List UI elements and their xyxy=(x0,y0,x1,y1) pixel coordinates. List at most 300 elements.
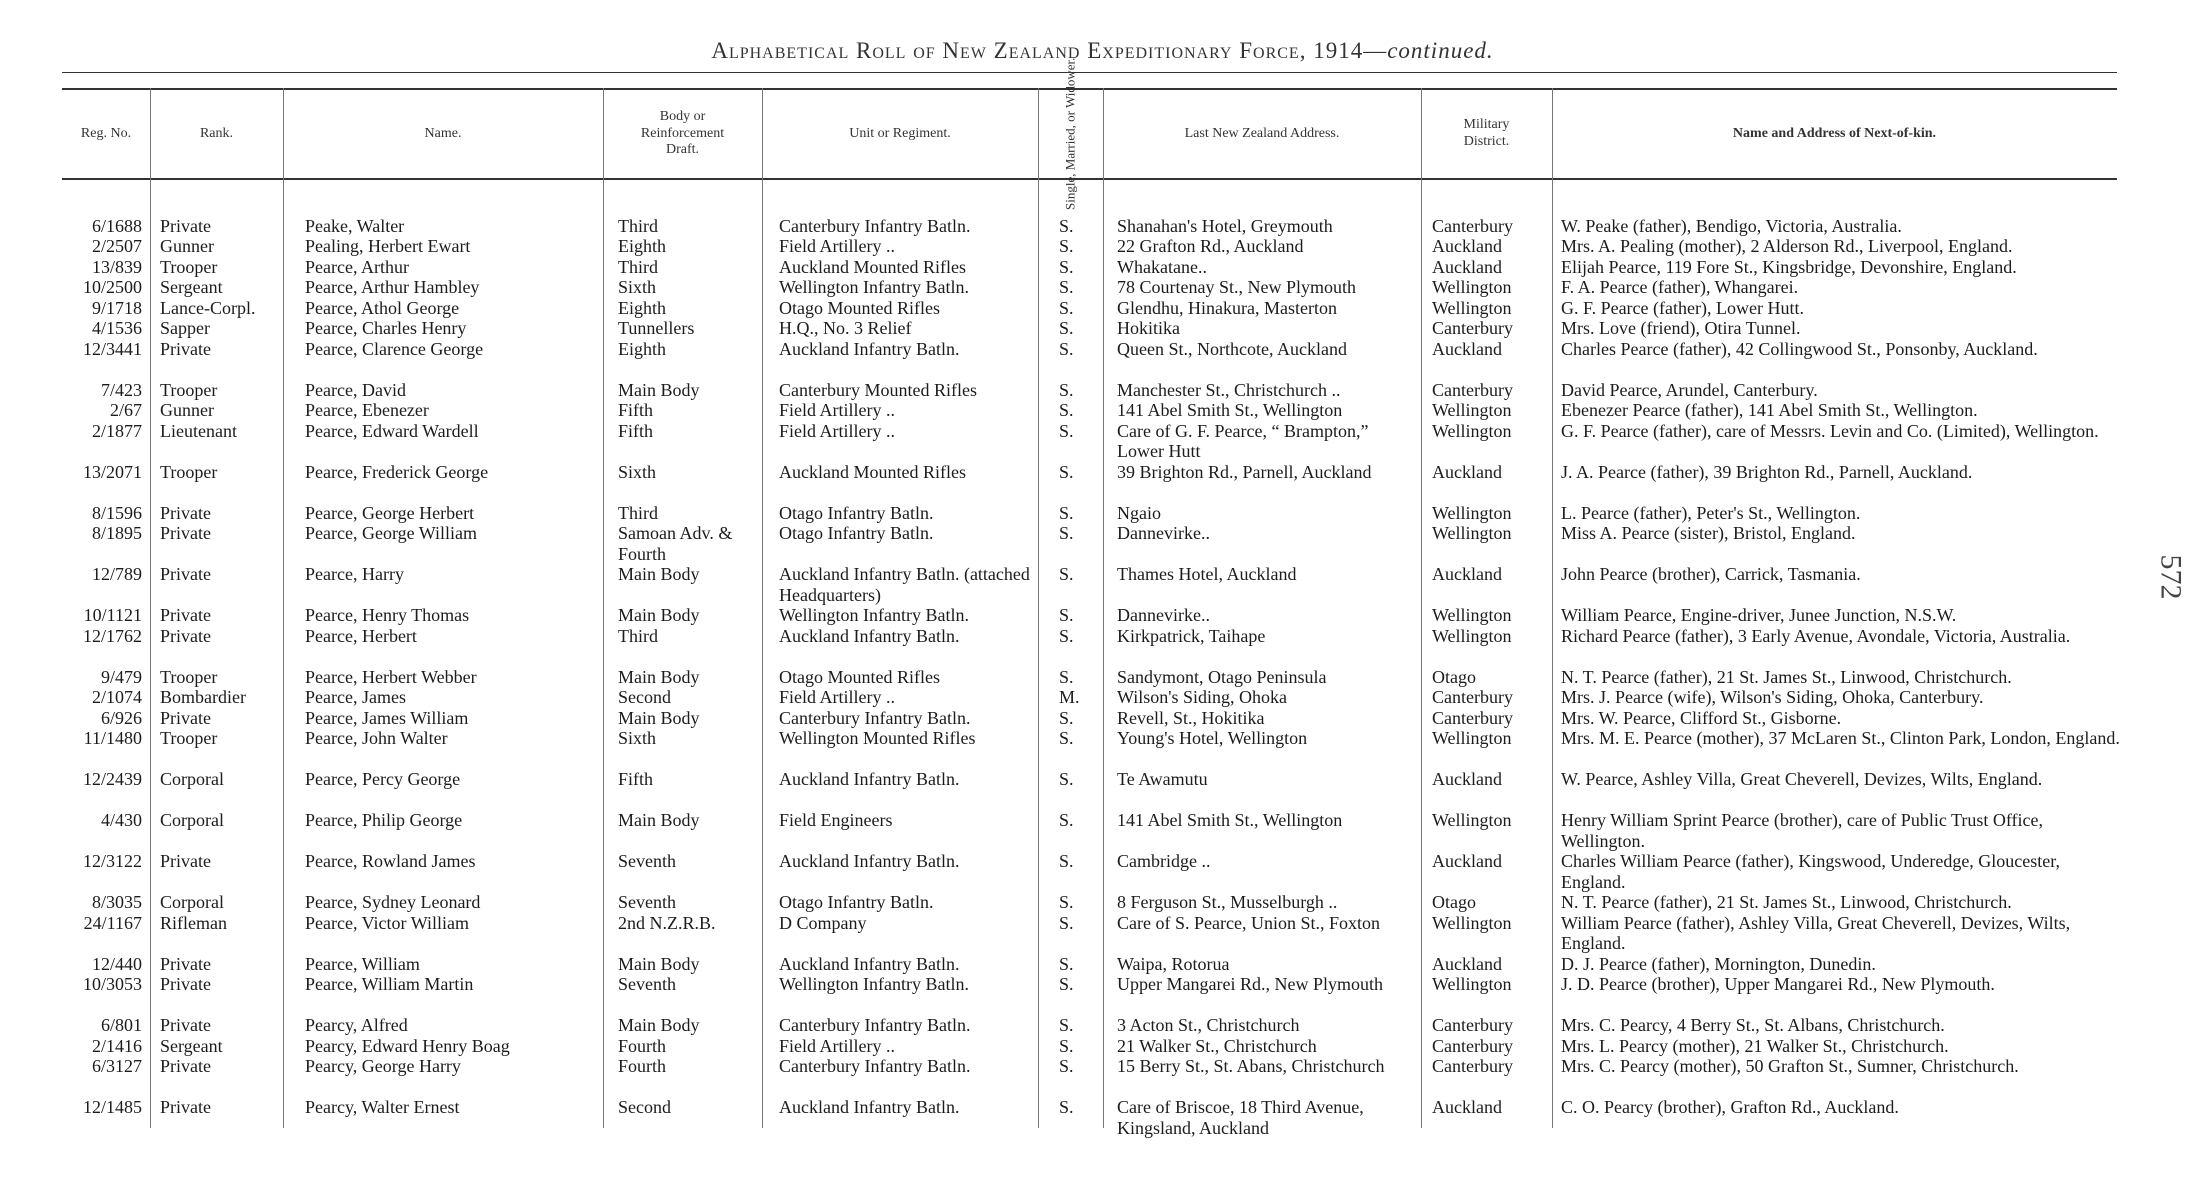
cell-sm: S. xyxy=(1059,379,1074,400)
cell-rank: Private xyxy=(160,215,211,236)
cell-name: Pearce, Frederick George xyxy=(305,461,489,482)
top-rule xyxy=(62,72,2117,73)
cell-dist: Canterbury xyxy=(1432,379,1513,400)
cell-dist: Auckland xyxy=(1432,256,1502,277)
cell-name: Pearce, Arthur Hambley xyxy=(305,277,480,297)
cell-sm: S. xyxy=(1059,1056,1074,1076)
cell-kin: Ebenezer Pearce (father), 141 Abel Smith St., Wellington. xyxy=(1561,400,1978,420)
cell-unit: Auckland Mounted Rifles xyxy=(779,256,966,277)
cell-reg: 2/1416 xyxy=(91,1035,142,1056)
cell-name: Pearce, Harry xyxy=(305,564,404,584)
cell-sm: S. xyxy=(1059,769,1074,789)
cell-name: Pearce, Clarence George xyxy=(305,338,484,359)
cell-dist: Auckland xyxy=(1432,769,1502,789)
header-body: Body or Reinforcement Draft. xyxy=(640,108,725,158)
cell-kin: Mrs. W. Pearce, Clifford St., Gisborne. xyxy=(1561,707,1842,728)
cell-reg: 8/1596 xyxy=(91,502,142,523)
cell-dist: Wellington xyxy=(1432,420,1512,441)
cell-reg: 12/789 xyxy=(91,564,142,584)
cell-rank: Gunner xyxy=(160,400,214,420)
cell-unit: Field Engineers xyxy=(779,810,893,830)
cell-dist: Canterbury xyxy=(1432,1015,1513,1035)
cell-rank: Trooper xyxy=(160,728,218,748)
cell-dist: Wellington xyxy=(1432,400,1512,420)
cell-reg: 11/1480 xyxy=(83,728,142,748)
cell-dist: Auckland xyxy=(1432,1097,1502,1117)
cell-kin: Mrs. A. Pealing (mother), 2 Alderson Rd., Liverpool, England. xyxy=(1561,236,2013,256)
cell-reg: 6/3127 xyxy=(91,1056,142,1076)
cell-rank: Private xyxy=(160,605,211,625)
cell-unit: Otago Mounted Rifles xyxy=(779,666,940,687)
cell-unit: Canterbury Infantry Batln. xyxy=(779,707,971,728)
cell-name: Pearce, John Walter xyxy=(305,728,448,748)
cell-body: Eighth xyxy=(618,338,666,359)
cell-reg: 12/1485 xyxy=(82,1097,142,1117)
cell-addr: 15 Berry St., St. Abans, Christchurch xyxy=(1117,1056,1385,1076)
cell-body: Main Body xyxy=(618,1015,700,1035)
page-title: Alphabetical Roll of New Zealand Expeditionary Force, 1914—continued. xyxy=(711,38,1494,63)
cell-reg: 13/839 xyxy=(91,256,142,277)
cell-sm: S. xyxy=(1059,707,1074,728)
cell-kin: Mrs. C. Pearcy (mother), 50 Grafton St., Sumner, Christchurch. xyxy=(1561,1056,2019,1076)
cell-sm: S. xyxy=(1059,810,1074,830)
column-divider xyxy=(603,88,604,1128)
cell-body: Main Body xyxy=(618,810,700,830)
column-divider xyxy=(1038,88,1039,1128)
cell-reg: 7/423 xyxy=(100,379,142,400)
cell-reg: 10/3053 xyxy=(82,974,142,994)
cell-unit: Otago Mounted Rifles xyxy=(779,297,940,318)
cell-dist: Wellington xyxy=(1432,523,1512,543)
cell-addr: Manchester St., Christchurch .. xyxy=(1117,379,1341,400)
cell-body: Second xyxy=(618,687,671,707)
header-single-text: Single, Married, or Widower. xyxy=(1062,57,1078,211)
header-name: Name. xyxy=(424,125,462,141)
cell-addr: Queen St., Northcote, Auckland xyxy=(1117,338,1347,359)
cell-body: Third xyxy=(618,215,658,236)
cell-rank: Private xyxy=(160,338,211,359)
cell-name: Pearcy, Edward Henry Boag xyxy=(305,1035,510,1056)
cell-kin: Henry William Sprint Pearce (brother), care of Public Trust Office, Wellington. xyxy=(1561,810,2043,851)
cell-body: Seventh xyxy=(618,851,676,871)
cell-kin: Charles Pearce (father), 42 Collingwood St., Ponsonby, Auckland. xyxy=(1561,338,2038,359)
cell-addr: 141 Abel Smith St., Wellington xyxy=(1117,810,1343,830)
cell-unit: Wellington Infantry Batln. xyxy=(779,605,970,625)
cell-rank: Corporal xyxy=(160,769,224,789)
cell-body: Main Body xyxy=(618,379,700,400)
cell-addr: 8 Ferguson St., Musselburgh .. xyxy=(1117,892,1338,912)
cell-unit: Auckland Infantry Batln. xyxy=(779,625,960,646)
cell-kin: D. J. Pearce (father), Mornington, Dunedin. xyxy=(1561,953,1876,974)
cell-unit: Otago Infantry Batln. xyxy=(779,523,934,543)
cell-rank: Bombardier xyxy=(160,687,246,707)
header-kin: Name and Address of Next-of-kin. xyxy=(1732,125,1937,141)
cell-unit: Wellington Infantry Batln. xyxy=(779,277,970,297)
cell-unit: Field Artillery .. xyxy=(779,236,895,256)
cell-reg: 9/1718 xyxy=(91,297,142,318)
cell-reg: 12/2439 xyxy=(82,769,142,789)
cell-body: Third xyxy=(618,256,658,277)
cell-body: Main Body xyxy=(618,953,700,974)
cell-sm: S. xyxy=(1059,256,1074,277)
cell-addr: Dannevirke.. xyxy=(1117,523,1210,543)
cell-rank: Private xyxy=(160,707,211,728)
cell-addr: Kirkpatrick, Taihape xyxy=(1117,625,1266,646)
cell-rank: Private xyxy=(160,851,211,871)
cell-kin: William Pearce (father), Ashley Villa, Great Cheverell, Devizes, Wilts, England. xyxy=(1561,912,2071,953)
cell-name: Pearce, James William xyxy=(305,707,469,728)
cell-body: 2nd N.Z.R.B. xyxy=(618,912,716,933)
cell-reg: 12/3441 xyxy=(82,338,142,359)
cell-reg: 13/2071 xyxy=(82,461,142,482)
cell-unit: Wellington Infantry Batln. xyxy=(779,974,970,994)
cell-kin: Elijah Pearce, 119 Fore St., Kingsbridge, Devonshire, England. xyxy=(1561,256,2017,277)
cell-unit: Auckland Infantry Batln. (attached Headquarters) xyxy=(779,564,1030,605)
cell-kin: Mrs. L. Pearcy (mother), 21 Walker St., Christchurch. xyxy=(1561,1035,1949,1056)
cell-body: Seventh xyxy=(618,974,676,994)
cell-unit: Auckland Infantry Batln. xyxy=(779,851,960,871)
cell-name: Peake, Walter xyxy=(305,215,405,236)
cell-addr: Hokitika xyxy=(1117,318,1180,338)
cell-unit: Otago Infantry Batln. xyxy=(779,892,934,912)
cell-sm: S. xyxy=(1059,728,1074,748)
cell-kin: Miss A. Pearce (sister), Bristol, England. xyxy=(1561,523,1856,543)
cell-dist: Auckland xyxy=(1432,953,1502,974)
cell-kin: Charles William Pearce (father), Kingswood, Underedge, Gloucester, England. xyxy=(1561,851,2061,892)
cell-sm: M. xyxy=(1059,687,1080,707)
cell-unit: Auckland Infantry Batln. xyxy=(779,338,960,359)
cell-addr: Shanahan's Hotel, Greymouth xyxy=(1117,215,1333,236)
cell-unit: Canterbury Mounted Rifles xyxy=(779,379,977,400)
cell-name: Pearce, Henry Thomas xyxy=(305,605,470,625)
cell-body: Sixth xyxy=(618,728,657,748)
cell-kin: C. O. Pearcy (brother), Grafton Rd., Auckland. xyxy=(1561,1097,1899,1117)
cell-addr: Upper Mangarei Rd., New Plymouth xyxy=(1117,974,1383,994)
cell-reg: 4/1536 xyxy=(91,318,142,338)
cell-name: Pearce, George Herbert xyxy=(305,502,475,523)
cell-addr: Ngaio xyxy=(1117,502,1161,523)
column-divider xyxy=(283,88,284,1128)
cell-rank: Trooper xyxy=(160,461,218,482)
cell-addr: Young's Hotel, Wellington xyxy=(1117,728,1308,748)
cell-reg: 12/440 xyxy=(91,953,142,974)
header-single xyxy=(1038,57,1103,211)
cell-kin: Mrs. J. Pearce (wife), Wilson's Siding, Ohoka, Canterbury. xyxy=(1561,687,1984,707)
cell-rank: Private xyxy=(160,564,211,584)
cell-addr: 22 Grafton Rd., Auckland xyxy=(1117,236,1304,256)
cell-unit: Auckland Infantry Batln. xyxy=(779,953,960,974)
cell-reg: 10/1121 xyxy=(83,605,142,625)
cell-sm: S. xyxy=(1059,953,1074,974)
cell-name: Pearce, Charles Henry xyxy=(305,318,467,338)
header-rank: Rank. xyxy=(199,125,234,141)
cell-name: Pearce, George William xyxy=(305,523,478,543)
cell-reg: 4/430 xyxy=(100,810,142,830)
cell-addr: Sandymont, Otago Peninsula xyxy=(1117,666,1327,687)
cell-kin: W. Pearce, Ashley Villa, Great Cheverell, Devizes, Wilts, England. xyxy=(1561,769,2043,789)
cell-name: Pearce, Athol George xyxy=(305,297,460,318)
cell-body: Main Body xyxy=(618,666,700,687)
cell-rank: Trooper xyxy=(160,379,218,400)
cell-dist: Auckland xyxy=(1432,564,1502,584)
cell-rank: Private xyxy=(160,1015,211,1035)
cell-dist: Auckland xyxy=(1432,338,1502,359)
cell-rank: Corporal xyxy=(160,892,224,912)
cell-addr: Glendhu, Hinakura, Masterton xyxy=(1117,297,1337,318)
cell-body: Fifth xyxy=(618,420,654,441)
cell-name: Pearce, Philip George xyxy=(305,810,463,830)
cell-kin: J. D. Pearce (brother), Upper Mangarei Rd., New Plymouth. xyxy=(1561,974,1995,994)
cell-unit: Canterbury Infantry Batln. xyxy=(779,1056,971,1076)
cell-sm: S. xyxy=(1059,215,1074,236)
cell-sm: S. xyxy=(1059,420,1074,441)
column-divider xyxy=(150,88,151,1128)
cell-dist: Canterbury xyxy=(1432,318,1513,338)
cell-name: Pealing, Herbert Ewart xyxy=(305,236,471,256)
cell-kin: N. T. Pearce (father), 21 St. James St., Linwood, Christchurch. xyxy=(1561,892,2012,912)
cell-rank: Private xyxy=(160,1056,211,1076)
cell-unit: Wellington Mounted Rifles xyxy=(779,728,976,748)
cell-dist: Canterbury xyxy=(1432,707,1513,728)
cell-dist: Canterbury xyxy=(1432,687,1513,707)
cell-dist: Otago xyxy=(1432,892,1476,912)
cell-name: Pearce, Rowland James xyxy=(305,851,476,871)
cell-sm: S. xyxy=(1059,892,1074,912)
cell-rank: Sergeant xyxy=(160,1035,223,1056)
cell-rank: Private xyxy=(160,1097,211,1117)
cell-name: Pearce, Ebenezer xyxy=(305,400,429,420)
column-divider xyxy=(1552,88,1553,1128)
cell-reg: 8/3035 xyxy=(91,892,142,912)
cell-sm: S. xyxy=(1059,523,1074,543)
cell-rank: Private xyxy=(160,953,211,974)
cell-sm: S. xyxy=(1059,666,1074,687)
cell-body: Third xyxy=(618,502,658,523)
cell-addr: Care of G. F. Pearce, “ Brampton,” Lower Hutt xyxy=(1117,420,1369,461)
cell-dist: Canterbury xyxy=(1432,1056,1513,1076)
cell-addr: Cambridge .. xyxy=(1117,851,1211,871)
header-unit: Unit or Regiment. xyxy=(849,125,951,141)
cell-kin: Mrs. C. Pearcy, 4 Berry St., St. Albans, Christchurch. xyxy=(1561,1015,1945,1035)
cell-body: Fifth xyxy=(618,769,654,789)
cell-body: Seventh xyxy=(618,892,676,912)
cell-kin: Richard Pearce (father), 3 Early Avenue, Avondale, Victoria, Australia. xyxy=(1561,625,2071,646)
cell-body: Main Body xyxy=(618,564,700,584)
cell-dist: Auckland xyxy=(1432,461,1502,482)
page-number: 572 xyxy=(2154,554,2188,600)
cell-unit: Auckland Infantry Batln. xyxy=(779,769,960,789)
cell-name: Pearce, Sydney Leonard xyxy=(305,892,481,912)
cell-addr: 3 Acton St., Christchurch xyxy=(1117,1015,1300,1035)
cell-dist: Wellington xyxy=(1432,502,1512,523)
cell-rank: Trooper xyxy=(160,256,218,277)
cell-reg: 6/926 xyxy=(100,707,142,728)
cell-dist: Wellington xyxy=(1432,974,1512,994)
cell-sm: S. xyxy=(1059,605,1074,625)
cell-rank: Private xyxy=(160,523,211,543)
cell-sm: S. xyxy=(1059,912,1074,933)
cell-unit: Field Artillery .. xyxy=(779,400,895,420)
cell-reg: 10/2500 xyxy=(82,277,142,297)
cell-rank: Trooper xyxy=(160,666,218,687)
cell-name: Pearce, Victor William xyxy=(305,912,469,933)
cell-reg: 2/67 xyxy=(109,400,142,420)
cell-sm: S. xyxy=(1059,400,1074,420)
cell-body: Fifth xyxy=(618,400,654,420)
cell-dist: Wellington xyxy=(1432,810,1512,830)
cell-sm: S. xyxy=(1059,1015,1074,1035)
cell-unit: Canterbury Infantry Batln. xyxy=(779,215,971,236)
cell-name: Pearce, Arthur xyxy=(305,256,409,277)
cell-kin: F. A. Pearce (father), Whangarei. xyxy=(1561,277,1799,297)
header-address: Last New Zealand Address. xyxy=(1184,125,1340,141)
cell-body: Eighth xyxy=(618,297,666,318)
cell-sm: S. xyxy=(1059,974,1074,994)
cell-dist: Wellington xyxy=(1432,912,1512,933)
cell-dist: Wellington xyxy=(1432,625,1512,646)
cell-unit: Field Artillery .. xyxy=(779,687,895,707)
cell-addr: 21 Walker St., Christchurch xyxy=(1117,1035,1317,1056)
cell-rank: Sapper xyxy=(160,318,210,338)
cell-reg: 2/1877 xyxy=(91,420,142,441)
cell-addr: 78 Courtenay St., New Plymouth xyxy=(1117,277,1356,297)
cell-addr: Waipa, Rotorua xyxy=(1117,953,1230,974)
cell-kin: David Pearce, Arundel, Canterbury. xyxy=(1561,379,1818,400)
cell-rank: Rifleman xyxy=(160,912,227,933)
cell-name: Pearce, William xyxy=(305,953,420,974)
cell-body: Tunnellers xyxy=(618,318,695,338)
cell-kin: William Pearce, Engine-driver, Junee Junction, N.S.W. xyxy=(1561,605,1957,625)
cell-kin: N. T. Pearce (father), 21 St. James St., Linwood, Christchurch. xyxy=(1561,666,2012,687)
cell-body: Fourth xyxy=(618,1056,667,1076)
cell-addr: Thames Hotel, Auckland xyxy=(1117,564,1297,584)
cell-dist: Wellington xyxy=(1432,605,1512,625)
cell-addr: 39 Brighton Rd., Parnell, Auckland xyxy=(1117,461,1372,482)
cell-rank: Lieutenant xyxy=(160,420,237,441)
cell-body: Second xyxy=(618,1097,671,1117)
cell-dist: Otago xyxy=(1432,666,1476,687)
cell-unit: Auckland Mounted Rifles xyxy=(779,461,966,482)
cell-sm: S. xyxy=(1059,236,1074,256)
cell-addr: 141 Abel Smith St., Wellington xyxy=(1117,400,1343,420)
cell-unit: Auckland Infantry Batln. xyxy=(779,1097,960,1117)
cell-sm: S. xyxy=(1059,318,1074,338)
cell-unit: H.Q., No. 3 Relief xyxy=(779,318,912,338)
cell-sm: S. xyxy=(1059,277,1074,297)
cell-name: Pearce, Percy George xyxy=(305,769,461,789)
cell-reg: 12/3122 xyxy=(82,851,142,871)
cell-name: Pearce, Herbert xyxy=(305,625,417,646)
cell-dist: Wellington xyxy=(1432,297,1512,318)
cell-addr: Dannevirke.. xyxy=(1117,605,1210,625)
cell-body: Samoan Adv. & Fourth xyxy=(618,523,733,564)
cell-reg: 24/1167 xyxy=(83,912,142,933)
cell-reg: 12/1762 xyxy=(82,625,142,646)
cell-addr: Whakatane.. xyxy=(1117,256,1207,277)
cell-dist: Auckland xyxy=(1432,236,1502,256)
cell-reg: 2/2507 xyxy=(91,236,142,256)
cell-kin: Mrs. Love (friend), Otira Tunnel. xyxy=(1561,318,1801,338)
cell-unit: Canterbury Infantry Batln. xyxy=(779,1015,971,1035)
column-divider xyxy=(1421,88,1422,1128)
cell-dist: Canterbury xyxy=(1432,215,1513,236)
cell-rank: Private xyxy=(160,974,211,994)
cell-rank: Lance-Corpl. xyxy=(160,297,256,318)
cell-name: Pearce, Herbert Webber xyxy=(305,666,477,687)
cell-sm: S. xyxy=(1059,297,1074,318)
cell-addr: Te Awamutu xyxy=(1117,769,1208,789)
cell-reg: 2/1074 xyxy=(91,687,142,707)
cell-rank: Corporal xyxy=(160,810,224,830)
cell-unit: Field Artillery .. xyxy=(779,420,895,441)
cell-dist: Canterbury xyxy=(1432,1035,1513,1056)
cell-dist: Wellington xyxy=(1432,277,1512,297)
cell-kin: Mrs. M. E. Pearce (mother), 37 McLaren St., Clinton Park, London, England. xyxy=(1561,728,2120,748)
cell-reg: 9/479 xyxy=(100,666,142,687)
cell-addr: Care of Briscoe, 18 Third Avenue, Kingsland, Auckland xyxy=(1117,1097,1364,1138)
cell-body: Sixth xyxy=(618,277,657,297)
cell-name: Pearcy, George Harry xyxy=(305,1056,461,1076)
cell-kin: John Pearce (brother), Carrick, Tasmania. xyxy=(1561,564,1861,584)
cell-unit: D Company xyxy=(779,912,867,933)
header-district: Military District. xyxy=(1463,117,1510,149)
column-divider xyxy=(762,88,763,1128)
cell-unit: Otago Infantry Batln. xyxy=(779,502,934,523)
cell-name: Pearce, James xyxy=(305,687,406,707)
cell-addr: Care of S. Pearce, Union St., Foxton xyxy=(1117,912,1380,933)
cell-reg: 6/1688 xyxy=(91,215,142,236)
cell-body: Third xyxy=(618,625,658,646)
cell-rank: Private xyxy=(160,625,211,646)
cell-name: Pearce, Edward Wardell xyxy=(305,420,479,441)
cell-name: Pearce, William Martin xyxy=(305,974,474,994)
cell-sm: S. xyxy=(1059,1035,1074,1056)
cell-name: Pearcy, Alfred xyxy=(305,1015,408,1035)
cell-kin: G. F. Pearce (father), Lower Hutt. xyxy=(1561,297,1804,318)
header-reg: Reg. No. xyxy=(80,125,132,141)
cell-kin: L. Pearce (father), Peter's St., Wellington. xyxy=(1561,502,1861,523)
cell-rank: Private xyxy=(160,502,211,523)
column-divider xyxy=(1103,88,1104,1128)
cell-sm: S. xyxy=(1059,502,1074,523)
cell-reg: 6/801 xyxy=(100,1015,142,1035)
cell-name: Pearce, David xyxy=(305,379,406,400)
cell-dist: Wellington xyxy=(1432,728,1512,748)
cell-kin: G. F. Pearce (father), care of Messrs. Levin and Co. (Limited), Wellington. xyxy=(1561,420,2099,441)
cell-kin: J. A. Pearce (father), 39 Brighton Rd., Parnell, Auckland. xyxy=(1561,461,1973,482)
cell-dist: Auckland xyxy=(1432,851,1502,871)
cell-sm: S. xyxy=(1059,461,1074,482)
cell-rank: Sergeant xyxy=(160,277,223,297)
cell-sm: S. xyxy=(1059,564,1074,584)
cell-body: Fourth xyxy=(618,1035,667,1056)
cell-body: Eighth xyxy=(618,236,666,256)
cell-body: Main Body xyxy=(618,605,700,625)
cell-reg: 8/1895 xyxy=(91,523,142,543)
cell-sm: S. xyxy=(1059,338,1074,359)
cell-rank: Gunner xyxy=(160,236,214,256)
cell-name: Pearcy, Walter Ernest xyxy=(305,1097,460,1117)
cell-body: Main Body xyxy=(618,707,700,728)
header-top-rule xyxy=(62,88,2117,90)
cell-kin: W. Peake (father), Bendigo, Victoria, Australia. xyxy=(1561,215,1902,236)
cell-sm: S. xyxy=(1059,1097,1074,1117)
cell-sm: S. xyxy=(1059,851,1074,871)
cell-addr: Revell, St., Hokitika xyxy=(1117,707,1265,728)
header-bottom-rule xyxy=(62,178,2117,180)
cell-sm: S. xyxy=(1059,625,1074,646)
cell-addr: Wilson's Siding, Ohoka xyxy=(1117,687,1288,707)
